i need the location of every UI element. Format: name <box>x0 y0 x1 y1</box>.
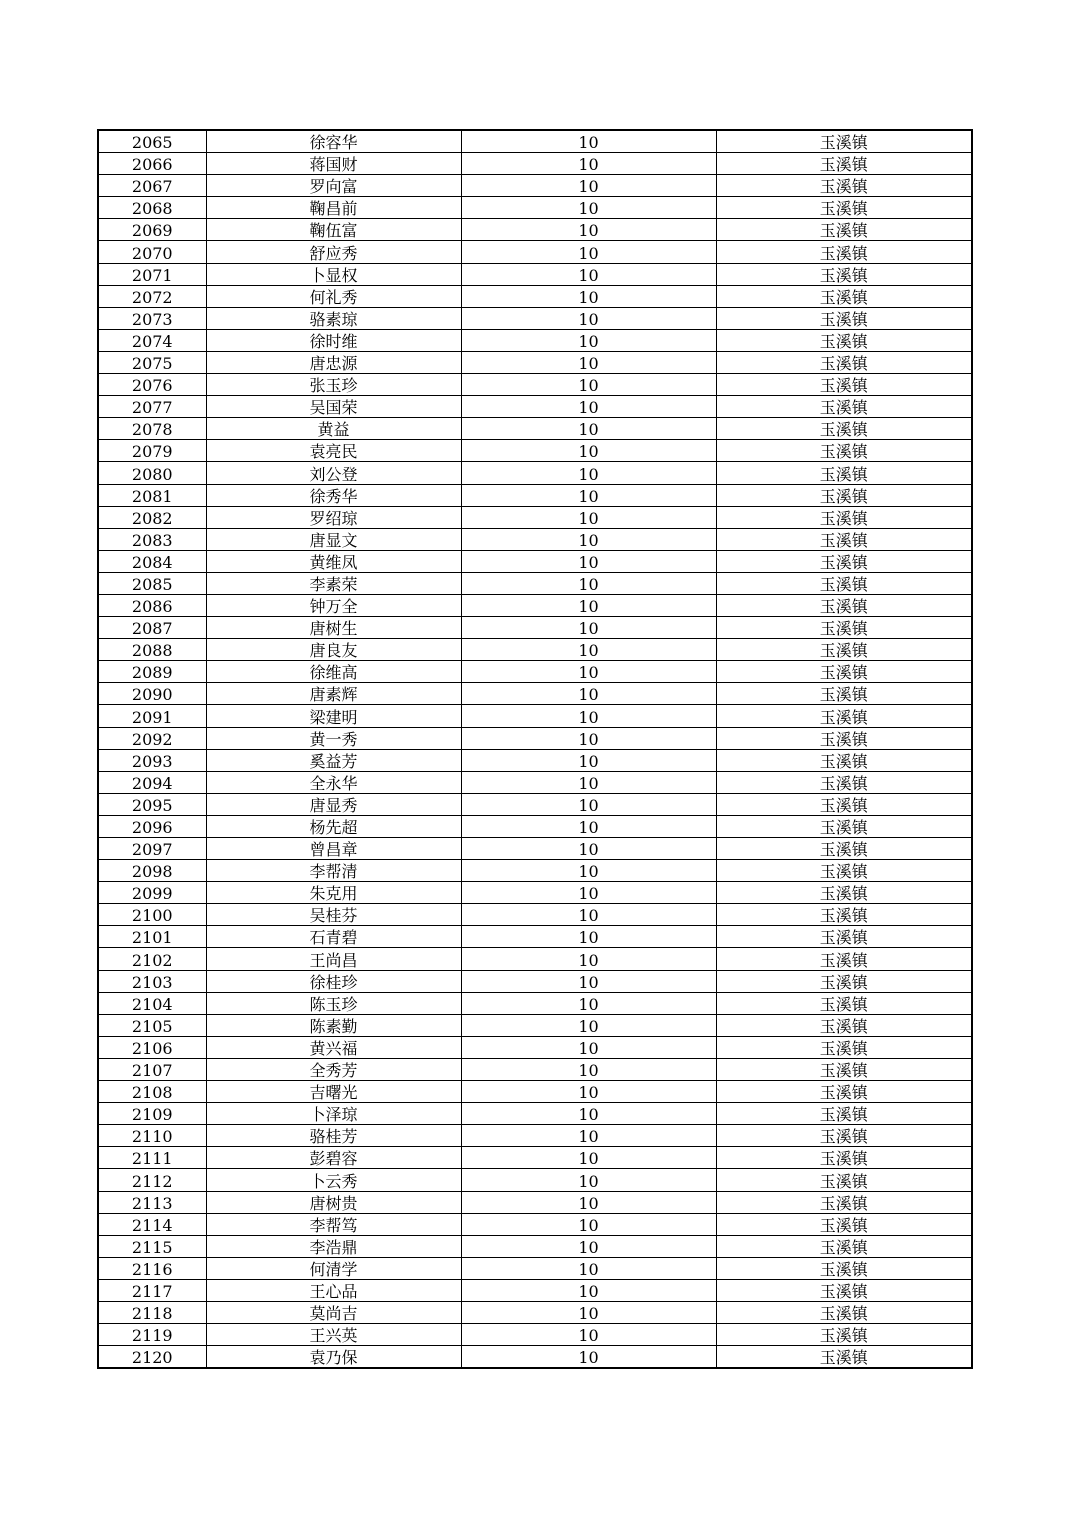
amount-cell: 10 <box>461 617 716 639</box>
row-number-cell: 2071 <box>98 263 206 285</box>
town-cell: 玉溪镇 <box>716 462 972 484</box>
table-row <box>98 440 972 462</box>
table-row <box>98 374 972 396</box>
table-row <box>98 926 972 948</box>
name-cell: 唐显文 <box>206 528 461 550</box>
name-cell: 鞠昌前 <box>206 197 461 219</box>
amount-cell: 10 <box>461 440 716 462</box>
name-cell: 唐树生 <box>206 617 461 639</box>
amount-cell: 10 <box>461 197 716 219</box>
name-cell: 彭碧容 <box>206 1147 461 1169</box>
table-row <box>98 860 972 882</box>
row-number-cell: 2083 <box>98 528 206 550</box>
town-cell: 玉溪镇 <box>716 661 972 683</box>
town-cell: 玉溪镇 <box>716 550 972 572</box>
name-cell: 卜泽琼 <box>206 1103 461 1125</box>
name-cell: 吴桂芬 <box>206 904 461 926</box>
roster-table-body <box>98 130 972 1368</box>
table-row <box>98 1058 972 1080</box>
row-number-cell: 2104 <box>98 992 206 1014</box>
amount-cell: 10 <box>461 285 716 307</box>
town-cell: 玉溪镇 <box>716 440 972 462</box>
amount-cell: 10 <box>461 418 716 440</box>
row-number-cell: 2070 <box>98 241 206 263</box>
town-cell: 玉溪镇 <box>716 860 972 882</box>
table-row <box>98 307 972 329</box>
row-number-cell: 2086 <box>98 594 206 616</box>
town-cell: 玉溪镇 <box>716 1169 972 1191</box>
amount-cell: 10 <box>461 948 716 970</box>
row-number-cell: 2091 <box>98 705 206 727</box>
town-cell: 玉溪镇 <box>716 285 972 307</box>
town-cell: 玉溪镇 <box>716 175 972 197</box>
town-cell: 玉溪镇 <box>716 130 972 153</box>
row-number-cell: 2073 <box>98 307 206 329</box>
amount-cell: 10 <box>461 506 716 528</box>
name-cell: 李帮清 <box>206 860 461 882</box>
table-row <box>98 617 972 639</box>
table-row <box>98 771 972 793</box>
table-row <box>98 1279 972 1301</box>
table-row <box>98 396 972 418</box>
town-cell: 玉溪镇 <box>716 904 972 926</box>
table-row <box>98 219 972 241</box>
table-row <box>98 815 972 837</box>
name-cell: 梁建明 <box>206 705 461 727</box>
row-number-cell: 2068 <box>98 197 206 219</box>
name-cell: 李帮笃 <box>206 1213 461 1235</box>
name-cell: 卜显权 <box>206 263 461 285</box>
row-number-cell: 2067 <box>98 175 206 197</box>
town-cell: 玉溪镇 <box>716 793 972 815</box>
name-cell: 袁乃保 <box>206 1346 461 1369</box>
name-cell: 刘公登 <box>206 462 461 484</box>
row-number-cell: 2114 <box>98 1213 206 1235</box>
table-row <box>98 749 972 771</box>
row-number-cell: 2099 <box>98 882 206 904</box>
row-number-cell: 2095 <box>98 793 206 815</box>
town-cell: 玉溪镇 <box>716 594 972 616</box>
table-row <box>98 727 972 749</box>
table-row <box>98 904 972 926</box>
name-cell: 徐桂珍 <box>206 970 461 992</box>
amount-cell: 10 <box>461 1081 716 1103</box>
row-number-cell: 2117 <box>98 1279 206 1301</box>
name-cell: 黄维凤 <box>206 550 461 572</box>
row-number-cell: 2105 <box>98 1014 206 1036</box>
town-cell: 玉溪镇 <box>716 1235 972 1257</box>
town-cell: 玉溪镇 <box>716 241 972 263</box>
row-number-cell: 2066 <box>98 153 206 175</box>
amount-cell: 10 <box>461 771 716 793</box>
name-cell: 鞠伍富 <box>206 219 461 241</box>
town-cell: 玉溪镇 <box>716 153 972 175</box>
town-cell: 玉溪镇 <box>716 197 972 219</box>
amount-cell: 10 <box>461 1147 716 1169</box>
row-number-cell: 2111 <box>98 1147 206 1169</box>
town-cell: 玉溪镇 <box>716 639 972 661</box>
town-cell: 玉溪镇 <box>716 396 972 418</box>
town-cell: 玉溪镇 <box>716 771 972 793</box>
amount-cell: 10 <box>461 815 716 837</box>
table-row <box>98 1147 972 1169</box>
name-cell: 何礼秀 <box>206 285 461 307</box>
row-number-cell: 2096 <box>98 815 206 837</box>
name-cell: 王兴英 <box>206 1324 461 1346</box>
town-cell: 玉溪镇 <box>716 727 972 749</box>
town-cell: 玉溪镇 <box>716 572 972 594</box>
table-row <box>98 329 972 351</box>
amount-cell: 10 <box>461 374 716 396</box>
name-cell: 李素荣 <box>206 572 461 594</box>
name-cell: 全秀芳 <box>206 1058 461 1080</box>
name-cell: 黄一秀 <box>206 727 461 749</box>
name-cell: 徐容华 <box>206 130 461 153</box>
amount-cell: 10 <box>461 594 716 616</box>
name-cell: 徐秀华 <box>206 484 461 506</box>
town-cell: 玉溪镇 <box>716 1324 972 1346</box>
table-row <box>98 1213 972 1235</box>
name-cell: 朱克用 <box>206 882 461 904</box>
name-cell: 唐忠源 <box>206 351 461 373</box>
amount-cell: 10 <box>461 329 716 351</box>
amount-cell: 10 <box>461 396 716 418</box>
row-number-cell: 2112 <box>98 1169 206 1191</box>
row-number-cell: 2081 <box>98 484 206 506</box>
town-cell: 玉溪镇 <box>716 374 972 396</box>
row-number-cell: 2102 <box>98 948 206 970</box>
amount-cell: 10 <box>461 860 716 882</box>
row-number-cell: 2106 <box>98 1036 206 1058</box>
town-cell: 玉溪镇 <box>716 838 972 860</box>
table-row <box>98 1014 972 1036</box>
town-cell: 玉溪镇 <box>716 1103 972 1125</box>
row-number-cell: 2108 <box>98 1081 206 1103</box>
amount-cell: 10 <box>461 1235 716 1257</box>
row-number-cell: 2098 <box>98 860 206 882</box>
name-cell: 唐显秀 <box>206 793 461 815</box>
table-row <box>98 130 972 153</box>
amount-cell: 10 <box>461 241 716 263</box>
row-number-cell: 2078 <box>98 418 206 440</box>
row-number-cell: 2097 <box>98 838 206 860</box>
amount-cell: 10 <box>461 1103 716 1125</box>
town-cell: 玉溪镇 <box>716 882 972 904</box>
town-cell: 玉溪镇 <box>716 1301 972 1323</box>
table-row <box>98 241 972 263</box>
amount-cell: 10 <box>461 528 716 550</box>
name-cell: 唐树贵 <box>206 1191 461 1213</box>
row-number-cell: 2120 <box>98 1346 206 1369</box>
amount-cell: 10 <box>461 484 716 506</box>
name-cell: 钟万全 <box>206 594 461 616</box>
amount-cell: 10 <box>461 992 716 1014</box>
table-row <box>98 175 972 197</box>
name-cell: 舒应秀 <box>206 241 461 263</box>
table-row <box>98 970 972 992</box>
name-cell: 王尚昌 <box>206 948 461 970</box>
table-row <box>98 683 972 705</box>
row-number-cell: 2101 <box>98 926 206 948</box>
name-cell: 全永华 <box>206 771 461 793</box>
amount-cell: 10 <box>461 175 716 197</box>
row-number-cell: 2084 <box>98 550 206 572</box>
amount-cell: 10 <box>461 462 716 484</box>
amount-cell: 10 <box>461 1279 716 1301</box>
name-cell: 杨先超 <box>206 815 461 837</box>
town-cell: 玉溪镇 <box>716 263 972 285</box>
town-cell: 玉溪镇 <box>716 528 972 550</box>
town-cell: 玉溪镇 <box>716 484 972 506</box>
name-cell: 奚益芳 <box>206 749 461 771</box>
amount-cell: 10 <box>461 1213 716 1235</box>
name-cell: 李浩鼎 <box>206 1235 461 1257</box>
town-cell: 玉溪镇 <box>716 926 972 948</box>
town-cell: 玉溪镇 <box>716 1191 972 1213</box>
name-cell: 徐时维 <box>206 329 461 351</box>
row-number-cell: 2079 <box>98 440 206 462</box>
table-row <box>98 1257 972 1279</box>
row-number-cell: 2088 <box>98 639 206 661</box>
name-cell: 何清学 <box>206 1257 461 1279</box>
town-cell: 玉溪镇 <box>716 705 972 727</box>
amount-cell: 10 <box>461 550 716 572</box>
name-cell: 黄兴福 <box>206 1036 461 1058</box>
name-cell: 张玉珍 <box>206 374 461 396</box>
name-cell: 石青碧 <box>206 926 461 948</box>
amount-cell: 10 <box>461 838 716 860</box>
name-cell: 骆素琼 <box>206 307 461 329</box>
table-row <box>98 1191 972 1213</box>
amount-cell: 10 <box>461 307 716 329</box>
row-number-cell: 2087 <box>98 617 206 639</box>
town-cell: 玉溪镇 <box>716 1147 972 1169</box>
row-number-cell: 2092 <box>98 727 206 749</box>
amount-cell: 10 <box>461 1346 716 1369</box>
row-number-cell: 2077 <box>98 396 206 418</box>
table-row <box>98 153 972 175</box>
name-cell: 卜云秀 <box>206 1169 461 1191</box>
table-row <box>98 1169 972 1191</box>
amount-cell: 10 <box>461 1036 716 1058</box>
row-number-cell: 2100 <box>98 904 206 926</box>
row-number-cell: 2115 <box>98 1235 206 1257</box>
row-number-cell: 2074 <box>98 329 206 351</box>
table-row <box>98 1346 972 1369</box>
table-row <box>98 1103 972 1125</box>
amount-cell: 10 <box>461 661 716 683</box>
row-number-cell: 2069 <box>98 219 206 241</box>
table-row <box>98 550 972 572</box>
table-row <box>98 506 972 528</box>
table-row <box>98 263 972 285</box>
town-cell: 玉溪镇 <box>716 351 972 373</box>
amount-cell: 10 <box>461 683 716 705</box>
table-row <box>98 351 972 373</box>
amount-cell: 10 <box>461 130 716 153</box>
amount-cell: 10 <box>461 219 716 241</box>
town-cell: 玉溪镇 <box>716 506 972 528</box>
amount-cell: 10 <box>461 1058 716 1080</box>
table-row <box>98 882 972 904</box>
town-cell: 玉溪镇 <box>716 1036 972 1058</box>
town-cell: 玉溪镇 <box>716 617 972 639</box>
town-cell: 玉溪镇 <box>716 1125 972 1147</box>
name-cell: 罗绍琼 <box>206 506 461 528</box>
table-row <box>98 1125 972 1147</box>
name-cell: 曾昌章 <box>206 838 461 860</box>
amount-cell: 10 <box>461 1014 716 1036</box>
row-number-cell: 2116 <box>98 1257 206 1279</box>
table-row <box>98 418 972 440</box>
table-row <box>98 1081 972 1103</box>
town-cell: 玉溪镇 <box>716 329 972 351</box>
row-number-cell: 2093 <box>98 749 206 771</box>
row-number-cell: 2090 <box>98 683 206 705</box>
amount-cell: 10 <box>461 749 716 771</box>
name-cell: 骆桂芳 <box>206 1125 461 1147</box>
amount-cell: 10 <box>461 639 716 661</box>
table-row <box>98 285 972 307</box>
name-cell: 陈素勤 <box>206 1014 461 1036</box>
town-cell: 玉溪镇 <box>716 1058 972 1080</box>
name-cell: 徐维高 <box>206 661 461 683</box>
row-number-cell: 2119 <box>98 1324 206 1346</box>
town-cell: 玉溪镇 <box>716 970 972 992</box>
table-row <box>98 992 972 1014</box>
name-cell: 黄益 <box>206 418 461 440</box>
amount-cell: 10 <box>461 970 716 992</box>
amount-cell: 10 <box>461 1301 716 1323</box>
row-number-cell: 2089 <box>98 661 206 683</box>
row-number-cell: 2103 <box>98 970 206 992</box>
table-row <box>98 948 972 970</box>
name-cell: 唐良友 <box>206 639 461 661</box>
name-cell: 蒋国财 <box>206 153 461 175</box>
town-cell: 玉溪镇 <box>716 683 972 705</box>
roster-table <box>97 129 973 1369</box>
table-row <box>98 838 972 860</box>
town-cell: 玉溪镇 <box>716 1081 972 1103</box>
row-number-cell: 2076 <box>98 374 206 396</box>
town-cell: 玉溪镇 <box>716 219 972 241</box>
town-cell: 玉溪镇 <box>716 992 972 1014</box>
amount-cell: 10 <box>461 263 716 285</box>
row-number-cell: 2110 <box>98 1125 206 1147</box>
table-row <box>98 462 972 484</box>
row-number-cell: 2085 <box>98 572 206 594</box>
table-row <box>98 705 972 727</box>
town-cell: 玉溪镇 <box>716 307 972 329</box>
town-cell: 玉溪镇 <box>716 1346 972 1369</box>
amount-cell: 10 <box>461 572 716 594</box>
row-number-cell: 2107 <box>98 1058 206 1080</box>
table-row <box>98 1324 972 1346</box>
table-row <box>98 197 972 219</box>
row-number-cell: 2109 <box>98 1103 206 1125</box>
row-number-cell: 2080 <box>98 462 206 484</box>
name-cell: 吉曙光 <box>206 1081 461 1103</box>
table-row <box>98 793 972 815</box>
amount-cell: 10 <box>461 351 716 373</box>
amount-cell: 10 <box>461 1257 716 1279</box>
amount-cell: 10 <box>461 1169 716 1191</box>
row-number-cell: 2094 <box>98 771 206 793</box>
amount-cell: 10 <box>461 1125 716 1147</box>
town-cell: 玉溪镇 <box>716 418 972 440</box>
name-cell: 陈玉珍 <box>206 992 461 1014</box>
amount-cell: 10 <box>461 904 716 926</box>
name-cell: 唐素辉 <box>206 683 461 705</box>
amount-cell: 10 <box>461 793 716 815</box>
row-number-cell: 2113 <box>98 1191 206 1213</box>
row-number-cell: 2072 <box>98 285 206 307</box>
town-cell: 玉溪镇 <box>716 1257 972 1279</box>
table-row <box>98 1301 972 1323</box>
amount-cell: 10 <box>461 705 716 727</box>
row-number-cell: 2082 <box>98 506 206 528</box>
amount-cell: 10 <box>461 1191 716 1213</box>
town-cell: 玉溪镇 <box>716 749 972 771</box>
name-cell: 莫尚吉 <box>206 1301 461 1323</box>
amount-cell: 10 <box>461 1324 716 1346</box>
town-cell: 玉溪镇 <box>716 815 972 837</box>
town-cell: 玉溪镇 <box>716 948 972 970</box>
table-row <box>98 594 972 616</box>
amount-cell: 10 <box>461 153 716 175</box>
row-number-cell: 2118 <box>98 1301 206 1323</box>
table-row <box>98 484 972 506</box>
amount-cell: 10 <box>461 926 716 948</box>
amount-cell: 10 <box>461 727 716 749</box>
table-row <box>98 528 972 550</box>
amount-cell: 10 <box>461 882 716 904</box>
town-cell: 玉溪镇 <box>716 1014 972 1036</box>
table-row <box>98 661 972 683</box>
table-row <box>98 1235 972 1257</box>
table-row <box>98 572 972 594</box>
town-cell: 玉溪镇 <box>716 1279 972 1301</box>
table-row <box>98 639 972 661</box>
town-cell: 玉溪镇 <box>716 1213 972 1235</box>
name-cell: 王心品 <box>206 1279 461 1301</box>
row-number-cell: 2075 <box>98 351 206 373</box>
name-cell: 吴国荣 <box>206 396 461 418</box>
table-row <box>98 1036 972 1058</box>
name-cell: 袁亮民 <box>206 440 461 462</box>
row-number-cell: 2065 <box>98 130 206 153</box>
name-cell: 罗向富 <box>206 175 461 197</box>
